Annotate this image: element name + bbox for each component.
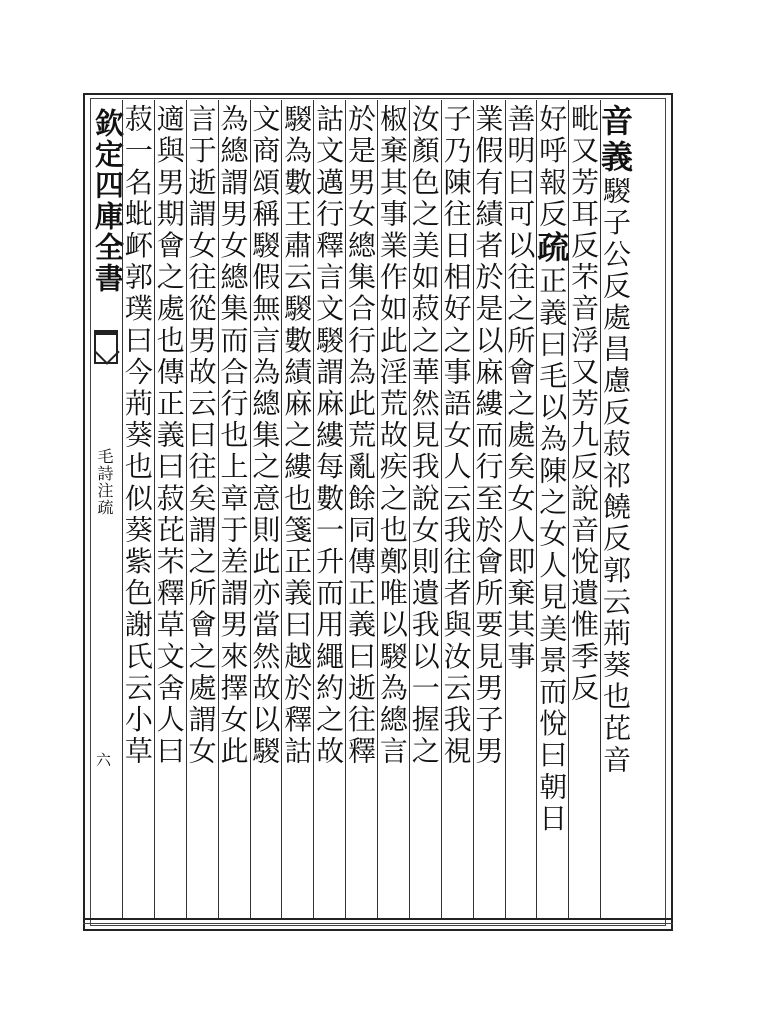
text-column-14 [186, 104, 218, 914]
column-text: 騣子公反處昌慮反菽祁饒反郭云荊葵也芘音 [599, 176, 632, 777]
page-number: 六 [94, 752, 112, 767]
text-column-15 [154, 104, 186, 914]
column-text: 為總謂男女總集而合行也上章于差謂男來擇女此 [216, 104, 250, 768]
column-text: 好呼報反 [535, 104, 569, 231]
column-text: 椒棄其事業作如此淫荒故疾之也鄭唯以騣為總言 [375, 104, 409, 768]
column-text: 文商頌稱騣假無言為總集之意則此亦當然故以騣 [248, 104, 282, 768]
text-column-4 [505, 104, 537, 914]
text-column-2 [568, 104, 600, 914]
bottom-rule [83, 918, 673, 924]
column-text: 業假有績者於是以麻縷而行至於會所要見男子男 [471, 104, 505, 768]
column-text-continued: 正義曰毛以為陳之女人見美景而悅曰朝日 [535, 266, 569, 835]
text-column-3 [532, 104, 571, 914]
text-column-12 [250, 104, 282, 914]
column-text: 菽一名蚍衃郭璞曰今荊葵也似葵紫色謝氏云小草 [120, 104, 154, 768]
section-marker-yinyi: 音義 [596, 104, 634, 176]
book-title: 毛詩注疏 [95, 448, 114, 516]
column-text: 毗又芳耳反芣音浮又芳九反說音悅遺惟季反 [567, 104, 601, 705]
text-column-9 [345, 104, 377, 914]
text-column-10 [313, 104, 345, 914]
fishtail-mark-icon [94, 330, 118, 364]
text-column-11 [281, 104, 313, 914]
column-text: 騣為數王肅云騣數績麻之縷也箋正義曰越於釋詁 [280, 104, 314, 768]
column-text: 子乃陳往日相好之事語女人云我往者與汝云我視 [439, 104, 473, 768]
text-column-7 [409, 104, 441, 914]
column-text: 於是男女總集合行為此荒亂餘同傳正義曰逝往釋 [344, 104, 377, 768]
text-column-13 [218, 104, 250, 914]
column-rule [154, 100, 155, 918]
collection-title: 欽定四庫全書 [91, 108, 125, 294]
column-text: 汝顏色之美如菽之華然見我說女則遺我以一握之 [407, 104, 441, 768]
section-marker-shu: 疏 [532, 230, 571, 267]
text-column-16 [122, 104, 154, 914]
text-column-1 [596, 104, 634, 914]
column-text: 善明曰可以往之所會之處矣女人即棄其事 [503, 104, 537, 673]
column-text: 詁文邁行釋言文騣謂麻縷每數一升而用繩約之故 [312, 104, 346, 768]
margin-rule [122, 100, 123, 918]
column-text: 適與男期會之處也傳正義曰菽芘芣釋草文舍人曰 [152, 104, 186, 768]
text-column-5 [473, 104, 505, 914]
text-column-6 [441, 104, 473, 914]
text-column-8 [377, 104, 409, 914]
column-text: 言于逝謂女往從男故云曰往矣謂之所會之處謂女 [184, 104, 218, 768]
